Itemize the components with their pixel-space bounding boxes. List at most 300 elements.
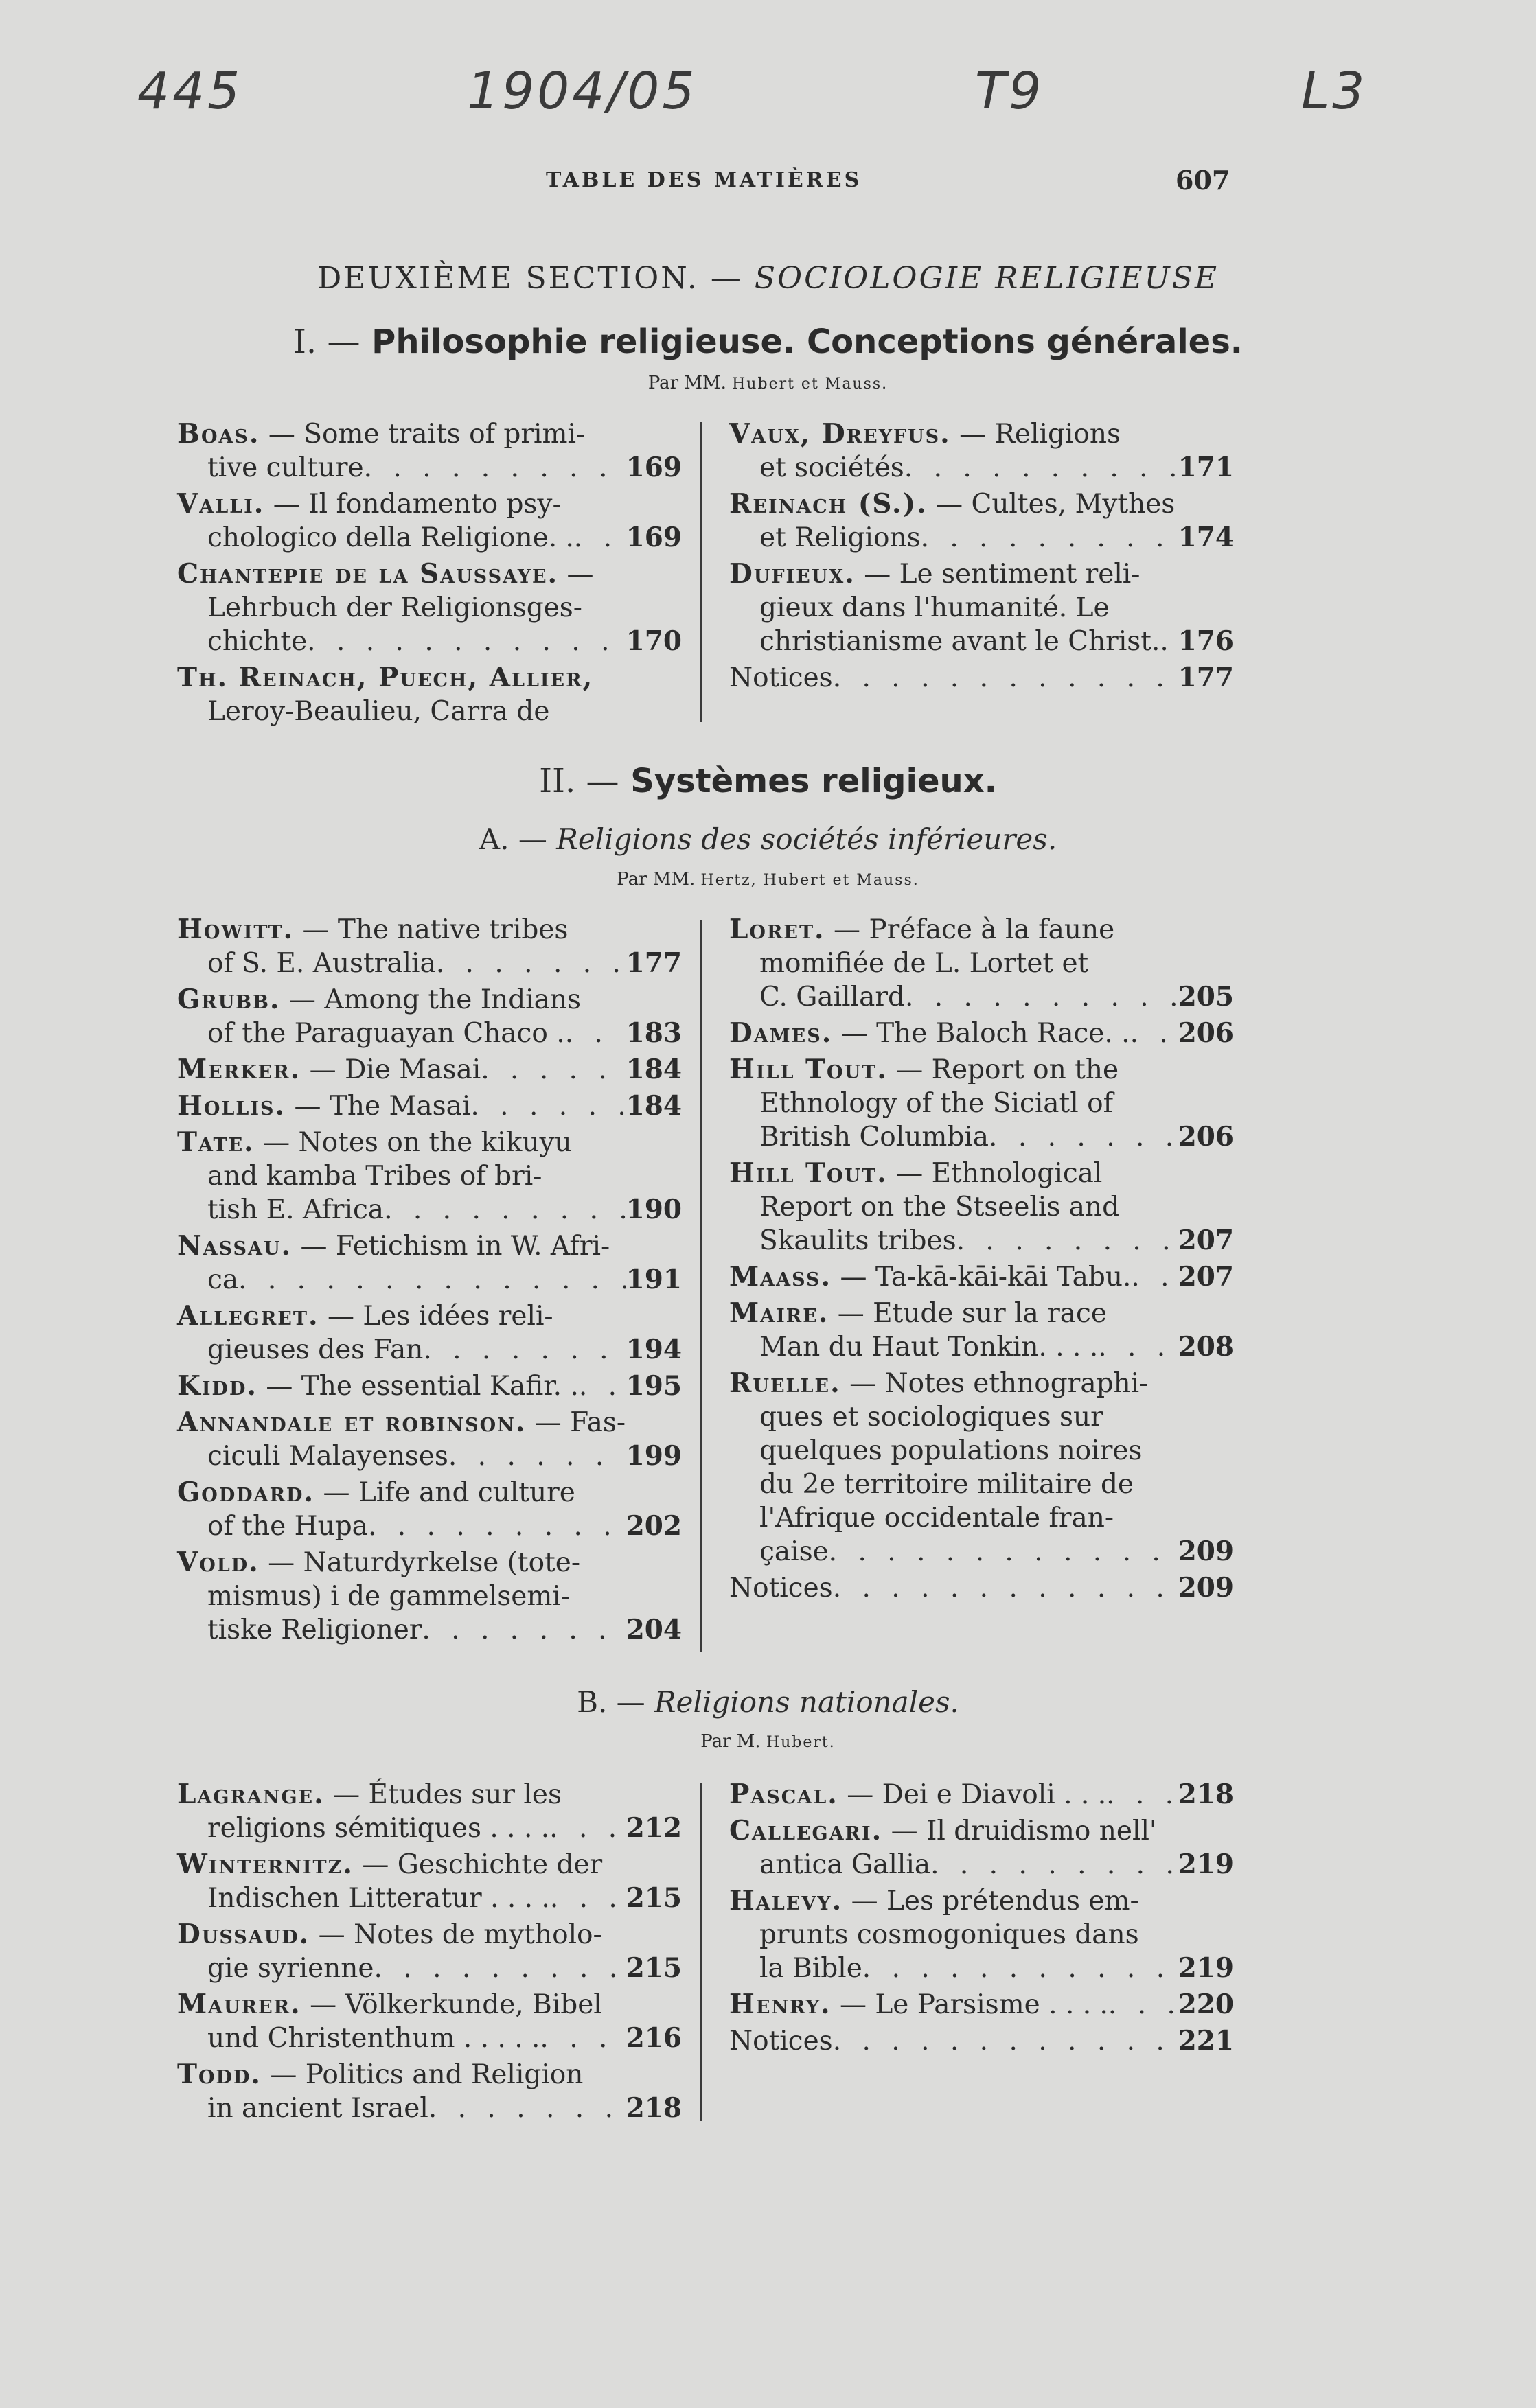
entry-title-text: — Among the Indians [288, 984, 582, 1015]
toc-entry [729, 1778, 1234, 1811]
entry-author: Loret. [729, 914, 825, 945]
entry-title-text: gieux dans l'humanité. Le [759, 592, 1110, 623]
entry-title-text: Lehrbuch der Religionsges- [207, 592, 582, 623]
toc-entry-line [729, 1330, 1234, 1364]
toc-entry-line [729, 1157, 1234, 1190]
entry-title-text: C. Gaillard [759, 982, 905, 1012]
toc-entry-line [729, 1778, 1234, 1811]
entry-title-text: — Fetichism in W. Afri- [300, 1231, 610, 1262]
entry-title-text: ques et sociologiques sur [759, 1402, 1103, 1433]
toc-entry-line [729, 1087, 1234, 1120]
toc-entry [177, 1778, 682, 1845]
dot-leader [549, 1811, 626, 1845]
entry-title-text: — Dei e Diavoli . . . [847, 1779, 1107, 1810]
section-name: SOCIOLOGIE RELIGIEUSE [754, 261, 1219, 296]
entry-title-text: — Il fondamento psy- [273, 489, 562, 520]
dot-leader [428, 2092, 626, 2125]
entry-page-number: 209 [1178, 1572, 1234, 1604]
entry-title-text: — Notes de mytholo- [318, 1919, 602, 1950]
entry-author: Halevy. [729, 1885, 843, 1917]
dot-leader [956, 1224, 1178, 1258]
toc-entry-line [729, 1260, 1234, 1294]
entry-title-text: tive culture [207, 452, 364, 483]
entry-title-text: — The essential Kafir. . [266, 1371, 579, 1402]
entry-title-text: — Études sur les [333, 1779, 562, 1810]
entry-author: Dussaud. [177, 1919, 310, 1950]
toc-entry [729, 1571, 1234, 1605]
toc-entry [177, 557, 682, 658]
toc-entry-line [177, 521, 682, 555]
entry-title-text: — Le Parsisme . . . . [839, 1989, 1108, 2020]
toc-entry-line [729, 521, 1234, 555]
part-2-title: Systèmes religieux. [630, 762, 997, 800]
dot-leader [833, 2024, 1178, 2058]
entry-title-text: tiske Religioner [207, 1614, 422, 1645]
toc-entry-line [177, 2092, 682, 2125]
part-1-title: Philosophie religieuse. Conceptions générales. [371, 323, 1243, 361]
toc-entry-line [729, 1884, 1234, 1918]
entry-title-text: — Le sentiment reli- [864, 559, 1140, 590]
dot-leader [540, 2022, 626, 2055]
entry-author: Maass. [729, 1261, 832, 1293]
toc-entry-line [177, 1778, 682, 1811]
part-1-byline [0, 373, 1536, 393]
dot-leader [550, 1882, 626, 1915]
toc-entry-line [729, 1297, 1234, 1330]
entry-author: Grubb. [177, 984, 281, 1015]
toc-entry [729, 417, 1234, 485]
entry-title-text: — Geschichte der [362, 1849, 603, 1880]
entry-author: Hollis. [177, 1090, 286, 1122]
toc-entry-line [729, 1120, 1234, 1154]
entry-title-text: Notices [729, 1573, 833, 1604]
toc-entry-line [177, 1333, 682, 1367]
part-1-number: I. — [293, 323, 360, 361]
toc-entry [729, 1157, 1234, 1258]
entry-author: Kidd. [177, 1370, 257, 1402]
entry-page-number: 215 [626, 1882, 682, 1914]
toc-entry-line [177, 1017, 682, 1050]
entry-page-number: 190 [626, 1194, 682, 1225]
dot-leader [1130, 1017, 1178, 1050]
dot-leader [1098, 1330, 1178, 1364]
entry-author: Ruelle. [729, 1367, 841, 1399]
toc-entry-line [177, 1476, 682, 1509]
toc-entry-line [177, 591, 682, 625]
toc-entry [177, 1406, 682, 1473]
toc-entry [177, 2058, 682, 2125]
dot-leader [833, 1571, 1178, 1605]
entry-title-text: et sociétés [759, 452, 904, 483]
part-b-byline [0, 1731, 1536, 1752]
entry-title-text: — The native tribes [302, 914, 569, 945]
toc-entry-line [177, 1053, 682, 1087]
entry-title-text: — Fas- [534, 1407, 626, 1438]
toc-entry-line [729, 1535, 1234, 1568]
entry-author: Valli. [177, 488, 265, 520]
toc-entry-line [729, 1814, 1234, 1848]
dot-leader [579, 1369, 626, 1403]
entry-title-text: — Etude sur la race [837, 1298, 1107, 1329]
toc-entry-line [729, 2024, 1234, 2058]
toc-entry-line [177, 1918, 682, 1952]
handwritten-note-2: 1904/05 [467, 62, 698, 121]
dot-leader [574, 521, 626, 555]
entry-page-number: 194 [626, 1334, 682, 1365]
entry-title-text: momifiée de L. Lortet et [759, 948, 1089, 979]
dot-leader [833, 661, 1178, 695]
entry-page-number: 195 [626, 1370, 682, 1402]
toc-entry-line [177, 1299, 682, 1333]
byline-prefix: Par MM. [647, 373, 726, 393]
toc-entry [729, 1297, 1234, 1364]
entry-title-text: — Life and culture [323, 1477, 575, 1508]
toc-entry-line [177, 1988, 682, 2022]
entry-author: Callegari. [729, 1815, 883, 1846]
entry-author: Hill Tout. [729, 1157, 888, 1189]
entry-author: Todd. [177, 2059, 262, 2090]
toc-entry-line [177, 1229, 682, 1263]
entry-title-text: ca [207, 1264, 239, 1295]
toc-entry [729, 1017, 1234, 1050]
toc-entry-line [729, 487, 1234, 521]
dot-leader [448, 1439, 626, 1473]
toc-entry-line [729, 417, 1234, 451]
toc-entry-line [177, 661, 682, 695]
toc-entry-line [177, 1579, 682, 1613]
toc-entry [177, 913, 682, 980]
toc-entry [729, 661, 1234, 695]
entry-author: Vaux, Dreyfus. [729, 418, 951, 450]
dot-leader [384, 1193, 626, 1227]
toc-entry [177, 417, 682, 485]
toc-entry [729, 1260, 1234, 1294]
entry-page-number: 171 [1178, 452, 1234, 483]
toc-entry [729, 487, 1234, 555]
handwritten-note-3: T9 [975, 62, 1044, 121]
entry-title-text: — [566, 559, 594, 590]
toc-entry-line [729, 1468, 1234, 1501]
toc-entry [729, 1988, 1234, 2022]
entry-title-text: of the Hupa [207, 1511, 368, 1542]
dot-leader [1131, 1260, 1178, 1294]
dot-leader [921, 521, 1178, 555]
entry-title-text: — Report on the [896, 1054, 1119, 1085]
column-divider [700, 920, 702, 1652]
dot-leader [423, 1333, 626, 1367]
toc-entry-line [177, 557, 682, 591]
entry-title-text: — Il druidismo nell' [891, 1816, 1157, 1846]
entry-page-number: 215 [626, 1952, 682, 1984]
toc-entry [729, 1884, 1234, 1985]
toc-entry-line [177, 1546, 682, 1579]
entry-title-text: — Les idées reli- [327, 1301, 553, 1332]
toc-entry [177, 1476, 682, 1543]
toc-entry-line [177, 695, 682, 728]
toc-entry [177, 661, 682, 728]
entry-page-number: 169 [626, 522, 682, 553]
entry-author: Winternitz. [177, 1849, 354, 1880]
entry-title-text: — Les prétendus em- [851, 1886, 1139, 1917]
toc-entry [177, 1848, 682, 1915]
toc-entry-line [729, 625, 1234, 658]
entry-page-number: 216 [626, 2022, 682, 2054]
byline-authors: Hubert. [766, 1734, 836, 1751]
entry-title-text: — Ethnological [896, 1158, 1103, 1189]
dot-leader [930, 1848, 1178, 1882]
entry-title-text: — Religions [959, 419, 1121, 450]
dot-leader [1106, 1778, 1178, 1811]
running-head: TABLE DES MATIÈRES [546, 168, 862, 192]
toc-entry-line [177, 1263, 682, 1297]
toc-entry-line [177, 1369, 682, 1403]
entry-title-text: — Some traits of primi- [268, 419, 586, 450]
toc-entry-line [177, 1439, 682, 1473]
toc-entry-line [177, 625, 682, 658]
entry-author: Chantepie de la Saussaye. [177, 558, 559, 590]
entry-page-number: 184 [626, 1090, 682, 1122]
section-title [0, 261, 1536, 296]
toc-entry-line [177, 2058, 682, 2092]
column-divider [700, 422, 702, 722]
toc-entry [177, 1089, 682, 1123]
toc-entry-line [729, 1224, 1234, 1258]
byline-prefix: Par MM. [617, 869, 696, 890]
handwritten-note-1: 445 [137, 62, 243, 121]
entry-title-text: prunts cosmogoniques dans [759, 1919, 1139, 1950]
toc-entry-line [729, 1434, 1234, 1468]
toc-entry [729, 2024, 1234, 2058]
toc-entry-line [177, 1952, 682, 1985]
column-divider [700, 1783, 702, 2121]
toc-entry [177, 1229, 682, 1297]
toc-entry-line [177, 1882, 682, 1915]
part-a-number: A. — [479, 822, 547, 856]
entry-author: Howitt. [177, 914, 295, 945]
toc-entry [729, 913, 1234, 1014]
toc-entry-line [177, 913, 682, 947]
toc-entry-line [729, 1190, 1234, 1224]
entry-title-text: chologico della Religione. . [207, 522, 574, 553]
entry-title-text: christianisme avant le Christ. [759, 626, 1160, 657]
toc-entry-line [177, 1126, 682, 1159]
part-a-byline [0, 869, 1536, 890]
entry-title-text: Leroy-Beaulieu, Carra de [207, 696, 550, 727]
entry-title-text: and kamba Tribes of bri- [207, 1161, 542, 1192]
dot-leader [238, 1263, 626, 1297]
entry-title-text: — Völkerkunde, Bibel [310, 1989, 602, 2020]
part-2-heading [0, 762, 1536, 800]
entry-page-number: 209 [1178, 1536, 1234, 1567]
entry-page-number: 202 [626, 1510, 682, 1542]
toc-entry [177, 983, 682, 1050]
entry-title-text: — Cultes, Mythes [936, 489, 1176, 520]
entry-page-number: 184 [626, 1054, 682, 1085]
toc-entry-line [729, 1053, 1234, 1087]
entry-author: Maire. [729, 1297, 829, 1329]
entry-title-text: — Notes ethnographi- [849, 1368, 1149, 1399]
handwritten-note-4: L3 [1301, 62, 1368, 121]
entry-title-text: la Bible [759, 1953, 862, 1984]
dot-leader [829, 1535, 1178, 1568]
entry-title-text: Man du Haut Tonkin. . . . [759, 1332, 1099, 1363]
part-1-right-column [729, 417, 1234, 697]
dot-leader [481, 1053, 626, 1087]
dot-leader [989, 1120, 1178, 1154]
toc-entry [177, 1918, 682, 1985]
part-a-heading [0, 822, 1536, 856]
entry-author: Nassau. [177, 1230, 293, 1262]
entry-title-text: Indischen Litteratur . . . . [207, 1883, 550, 1914]
dot-leader [374, 1952, 626, 1985]
entry-page-number: 205 [1178, 981, 1234, 1012]
entry-title-text: — Ta-kā-kāi-kāi Tabu. [840, 1262, 1132, 1293]
toc-entry-line [729, 1848, 1234, 1882]
part-b-heading [0, 1685, 1536, 1719]
entry-title-text: et Religions [759, 522, 921, 553]
toc-entry-line [729, 947, 1234, 980]
part-1-left-column [177, 417, 682, 731]
entry-author: Merker. [177, 1054, 301, 1085]
entry-page-number: 206 [1178, 1017, 1234, 1049]
entry-author: Vold. [177, 1547, 260, 1578]
part-a-left-column [177, 913, 682, 1649]
entry-author: Pascal. [729, 1779, 838, 1810]
part-b-left-column [177, 1778, 682, 2128]
entry-page-number: 170 [626, 625, 682, 657]
part-a-right-column [729, 913, 1234, 1608]
entry-author: Annandale et robinson. [177, 1406, 527, 1438]
entry-author: Dames. [729, 1017, 833, 1049]
dot-leader [368, 1509, 626, 1543]
entry-page-number: 191 [626, 1264, 682, 1295]
toc-entry [177, 1126, 682, 1227]
entry-page-number: 218 [626, 2092, 682, 2124]
entry-page-number: 183 [626, 1017, 682, 1049]
part-1-heading [0, 323, 1536, 361]
entry-page-number: 176 [1178, 625, 1234, 657]
dot-leader [470, 1089, 626, 1123]
entry-page-number: 212 [626, 1812, 682, 1844]
toc-entry-line [729, 1017, 1234, 1050]
dot-leader [565, 1017, 626, 1050]
entry-title-text: mismus) i de gammelsemi- [207, 1581, 570, 1612]
entry-author: Maurer. [177, 1989, 301, 2020]
entry-title-text: und Christenthum . . . . . [207, 2023, 540, 2054]
entry-page-number: 221 [1178, 2025, 1234, 2057]
entry-page-number: 220 [1178, 1989, 1234, 2020]
entry-title-text: British Columbia [759, 1122, 989, 1153]
toc-entry-line [177, 417, 682, 451]
toc-entry-line [177, 1089, 682, 1123]
toc-entry-line [729, 1400, 1234, 1434]
entry-title-text: Notices [729, 662, 833, 693]
entry-page-number: 219 [1178, 1952, 1234, 1984]
entry-title-text: du 2e territoire militaire de [759, 1469, 1134, 1500]
dot-leader [436, 947, 626, 980]
toc-entry-line [177, 1159, 682, 1193]
entry-page-number: 218 [1178, 1779, 1234, 1810]
toc-entry-line [177, 1848, 682, 1882]
entry-title-text: — The Masai [294, 1091, 471, 1122]
entry-title-text: chichte [207, 626, 308, 657]
entry-title-text: gie syrienne [207, 1953, 374, 1984]
entry-page-number: 177 [626, 947, 682, 979]
entry-author: Hill Tout. [729, 1054, 888, 1085]
toc-entry-line [177, 947, 682, 980]
toc-entry-line [729, 1367, 1234, 1400]
toc-entry-line [177, 487, 682, 521]
entry-title-text: antica Gallia [759, 1849, 931, 1880]
entry-page-number: 219 [1178, 1849, 1234, 1880]
toc-entry [729, 1367, 1234, 1568]
toc-entry-line [729, 980, 1234, 1014]
dot-leader [862, 1952, 1178, 1985]
dot-leader [422, 1613, 626, 1647]
toc-entry [177, 1299, 682, 1367]
entry-author: Lagrange. [177, 1779, 325, 1810]
entry-author: Goddard. [177, 1477, 315, 1508]
entry-title-text: quelques populations noires [759, 1435, 1143, 1466]
entry-title-text: l'Afrique occidentale fran- [759, 1503, 1114, 1533]
dot-leader [904, 451, 1178, 485]
toc-entry [177, 1546, 682, 1647]
part-b-number: B. — [577, 1685, 645, 1719]
entry-title-text: — Préface à la faune [834, 914, 1115, 945]
entry-title-text: Notices [729, 2026, 833, 2057]
entry-title-text: of S. E. Australia [207, 948, 436, 979]
entry-title-text: — Notes on the kikuyu [263, 1127, 572, 1158]
page-number: 607 [1176, 165, 1230, 196]
dot-leader [905, 980, 1178, 1014]
toc-entry-line [729, 1501, 1234, 1535]
byline-prefix: Par M. [700, 1731, 761, 1752]
entry-author: Boas. [177, 418, 260, 450]
toc-entry [177, 487, 682, 555]
part-b-right-column [729, 1778, 1234, 2061]
toc-entry-line [729, 451, 1234, 485]
entry-author: Tate. [177, 1126, 255, 1158]
entry-author: Henry. [729, 1989, 832, 2020]
toc-entry-line [177, 1811, 682, 1845]
entry-page-number: 206 [1178, 1121, 1234, 1153]
entry-title-text: religions sémitiques . . . . [207, 1813, 550, 1844]
entry-title-text: ciculi Malayenses [207, 1441, 448, 1472]
section-prefix: DEUXIÈME SECTION. — [317, 261, 743, 296]
toc-entry [729, 557, 1234, 658]
entry-author: Th. Reinach, Puech, Allier, [177, 662, 594, 693]
entry-page-number: 177 [1178, 662, 1234, 693]
toc-entry-line [729, 1571, 1234, 1605]
entry-page-number: 207 [1178, 1261, 1234, 1293]
dot-leader [307, 625, 626, 658]
entry-title-text: — Politics and Religion [270, 2059, 584, 2090]
entry-page-number: 169 [626, 452, 682, 483]
entry-author: Dufieux. [729, 558, 856, 590]
entry-title-text: in ancient Israel [207, 2093, 428, 2124]
entry-page-number: 204 [626, 1614, 682, 1645]
entry-page-number: 199 [626, 1440, 682, 1472]
entry-title-text: — Die Masai [309, 1054, 481, 1085]
toc-entry [729, 1814, 1234, 1882]
toc-entry [177, 1369, 682, 1403]
byline-authors: Hubert et Mauss. [732, 375, 889, 393]
toc-entry-line [177, 2022, 682, 2055]
entry-title-text: Report on the Stseelis and [759, 1192, 1120, 1223]
toc-entry [177, 1053, 682, 1087]
entry-title-text: tish E. Africa [207, 1194, 385, 1225]
toc-entry-line [177, 1613, 682, 1647]
